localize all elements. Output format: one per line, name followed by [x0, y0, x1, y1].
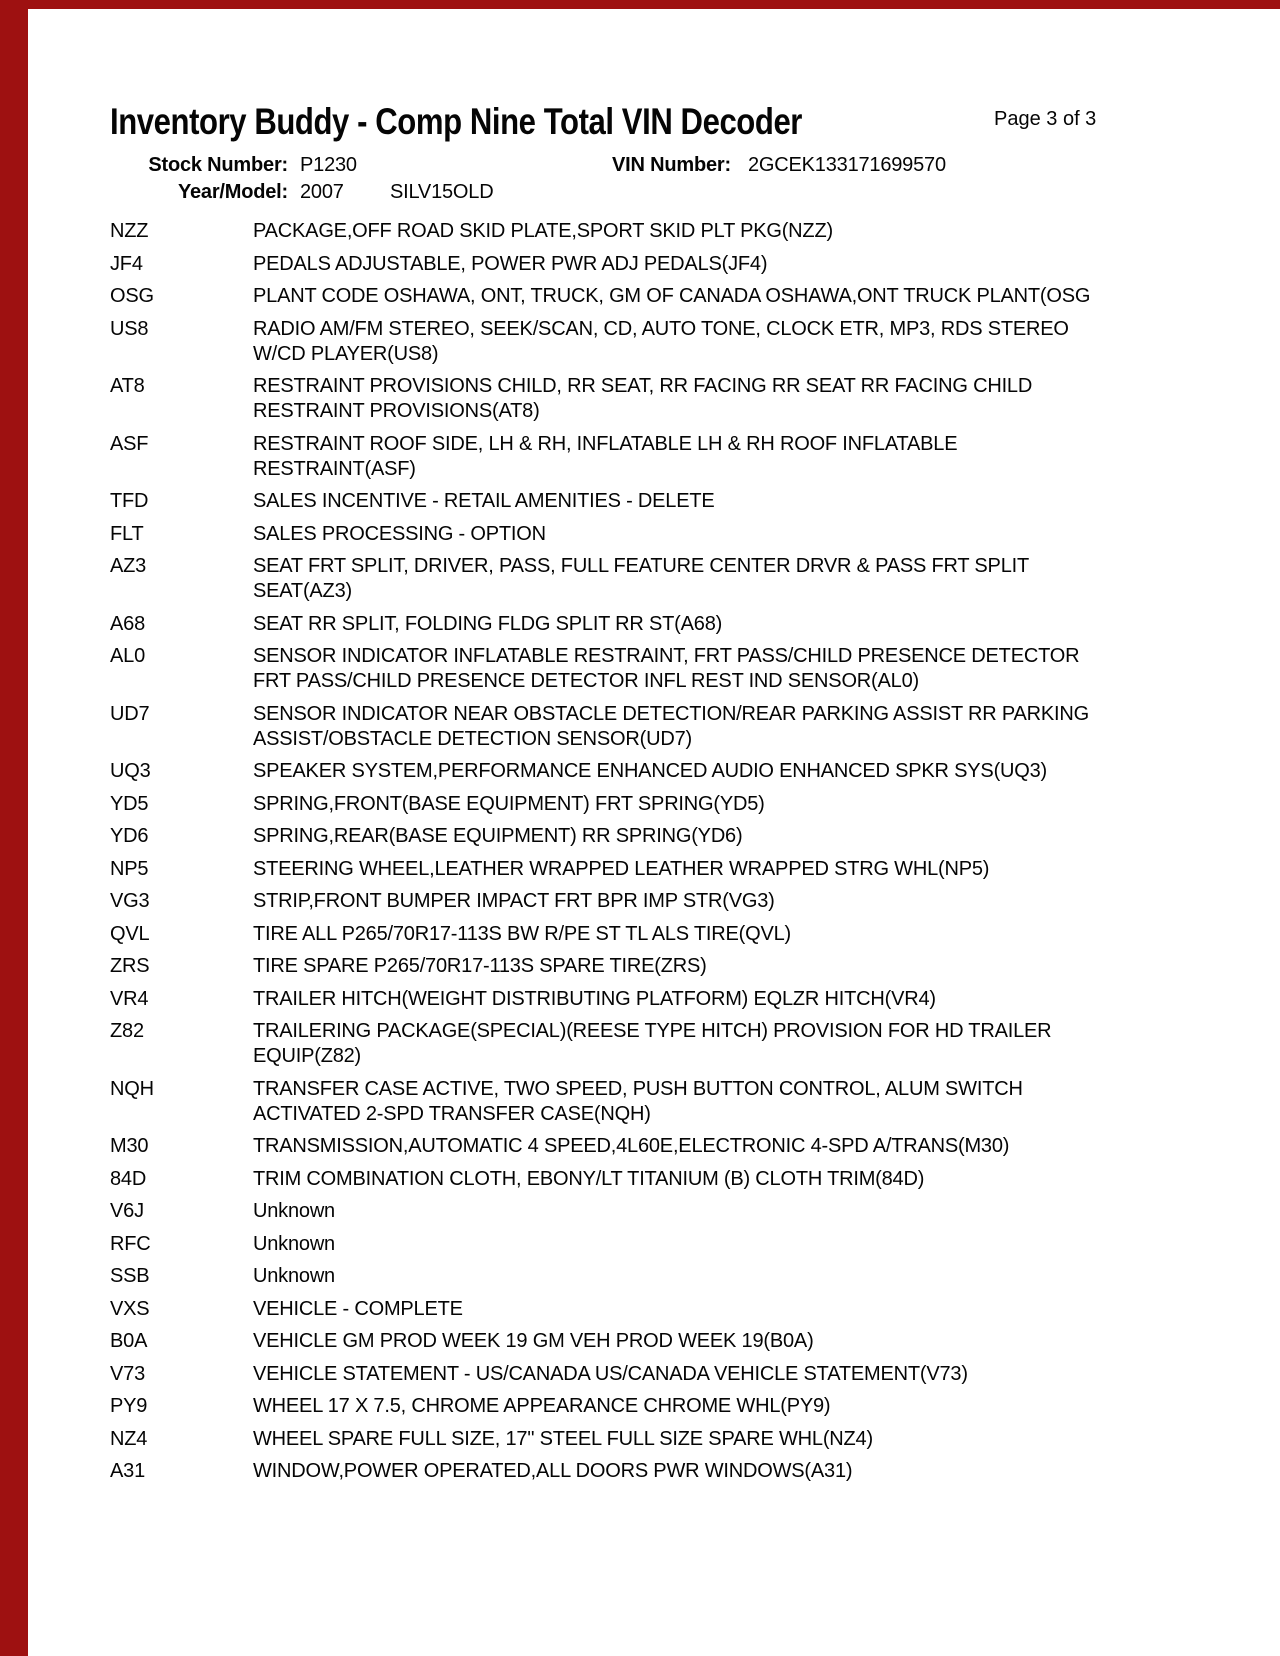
option-description-line: STRIP,FRONT BUMPER IMPACT FRT BPR IMP STR(VG3) — [253, 890, 775, 912]
option-code: Z82 — [110, 1020, 144, 1042]
option-description — [253, 702, 1198, 752]
option-description-line: SALES INCENTIVE - RETAIL AMENITIES - DELETE — [253, 490, 715, 512]
option-row — [0, 987, 1280, 1012]
option-description-line: TRIM COMBINATION CLOTH, EBONY/LT TITANIUM (B) CLOTH TRIM(84D) — [253, 1167, 925, 1190]
option-description-line: SEAT(AZ3) — [253, 580, 352, 602]
option-description-line: SALES PROCESSING - OPTION — [253, 522, 546, 545]
option-description-line: FRT PASS/CHILD PRESENCE DETECTOR INFL REST IND SENSOR(AL0) — [253, 670, 919, 692]
option-code: ASF — [110, 432, 149, 455]
option-code: NP5 — [110, 857, 149, 880]
option-row — [0, 1297, 1280, 1322]
option-description-line: TRAILER HITCH(WEIGHT DISTRIBUTING PLATFORM) EQLZR HITCH(VR4) — [253, 987, 936, 1010]
option-description — [253, 522, 1198, 547]
option-description-line: RESTRAINT PROVISIONS(AT8) — [253, 400, 540, 422]
option-description — [253, 374, 1198, 424]
option-description — [253, 1019, 1198, 1069]
stock-number-label: Stock Number: — [148, 154, 288, 176]
option-row — [0, 554, 1280, 604]
option-description — [253, 317, 1198, 367]
option-code: YD5 — [110, 792, 149, 815]
option-row — [0, 644, 1280, 694]
option-description-line: Unknown — [253, 1265, 335, 1287]
option-description-line: SEAT RR SPLIT, FOLDING FLDG SPLIT RR ST(A68) — [253, 612, 723, 635]
option-description-line: PEDALS ADJUSTABLE, POWER PWR ADJ PEDALS(JF4) — [253, 252, 768, 275]
option-row — [0, 1019, 1280, 1069]
option-code: RFC — [110, 1232, 151, 1255]
option-description-line: PACKAGE,OFF ROAD SKID PLATE,SPORT SKID PLT PKG(NZZ) — [253, 220, 833, 242]
option-code: JF4 — [110, 252, 143, 275]
option-description — [253, 792, 1198, 817]
year-model-label: Year/Model: — [177, 181, 288, 203]
option-description — [253, 1329, 1198, 1354]
option-code: NZZ — [110, 220, 149, 242]
option-description — [253, 644, 1198, 694]
option-row — [0, 1077, 1280, 1127]
option-description-line: RESTRAINT PROVISIONS CHILD, RR SEAT, RR FACING RR SEAT RR FACING CHILD — [253, 375, 1033, 397]
option-row — [0, 954, 1280, 979]
option-code: AZ3 — [110, 555, 147, 577]
option-code: 84D — [110, 1167, 147, 1190]
option-code: NQH — [110, 1077, 154, 1100]
option-description-line: SENSOR INDICATOR NEAR OBSTACLE DETECTION/REAR PARKING ASSIST RR PARKING — [253, 702, 1089, 725]
option-row — [0, 252, 1280, 277]
option-code: M30 — [110, 1135, 149, 1157]
option-row — [0, 432, 1280, 482]
option-code: US8 — [110, 317, 149, 340]
option-row — [0, 612, 1280, 637]
option-description — [253, 612, 1198, 637]
option-description-line: ASSIST/OBSTACLE DETECTION SENSOR(UD7) — [253, 727, 692, 750]
option-code: UD7 — [110, 702, 150, 725]
option-description-line: WINDOW,POWER OPERATED,ALL DOORS PWR WINDOWS(A31) — [253, 1460, 853, 1482]
option-description — [253, 922, 1198, 947]
option-description — [253, 824, 1198, 849]
options-list — [0, 219, 1280, 1492]
option-description-line: SPEAKER SYSTEM,PERFORMANCE ENHANCED AUDIO ENHANCED SPKR SYS(UQ3) — [253, 760, 1048, 782]
option-description — [253, 889, 1198, 914]
option-row — [0, 889, 1280, 914]
option-description-line: TIRE SPARE P265/70R17-113S SPARE TIRE(ZRS) — [253, 955, 707, 977]
option-description — [253, 219, 1198, 244]
option-row — [0, 1459, 1280, 1484]
option-description-line: WHEEL 17 X 7.5, CHROME APPEARANCE CHROME WHL(PY9) — [253, 1395, 831, 1417]
option-description — [253, 252, 1198, 277]
option-description — [253, 857, 1198, 882]
option-description-line: W/CD PLAYER(US8) — [253, 342, 439, 365]
option-description — [253, 1167, 1198, 1192]
option-code: VG3 — [110, 890, 150, 912]
vin-number-value: 2GCEK133171699570 — [748, 154, 946, 176]
option-row — [0, 1232, 1280, 1257]
option-code: A31 — [110, 1460, 145, 1482]
option-description — [253, 1077, 1198, 1127]
year-value: 2007 — [300, 181, 344, 203]
option-code: PY9 — [110, 1395, 148, 1417]
option-description-line: RESTRAINT ROOF SIDE, LH & RH, INFLATABLE LH & RH ROOF INFLATABLE — [253, 432, 958, 455]
option-row — [0, 489, 1280, 514]
option-description-line: PLANT CODE OSHAWA, ONT, TRUCK, GM OF CANADA OSHAWA,ONT TRUCK PLANT(OSG — [253, 285, 1091, 307]
option-code: A68 — [110, 612, 145, 635]
option-description-line: VEHICLE - COMPLETE — [253, 1297, 463, 1320]
option-description-line: SPRING,FRONT(BASE EQUIPMENT) FRT SPRING(YD5) — [253, 792, 765, 815]
option-row — [0, 1167, 1280, 1192]
option-description-line: VEHICLE STATEMENT - US/CANADA US/CANADA VEHICLE STATEMENT(V73) — [253, 1362, 968, 1385]
option-description-line: TRANSFER CASE ACTIVE, TWO SPEED, PUSH BUTTON CONTROL, ALUM SWITCH — [253, 1077, 1023, 1100]
option-code: NZ4 — [110, 1427, 148, 1450]
page-title: Inventory Buddy - Comp Nine Total VIN Decoder — [110, 101, 802, 142]
option-row — [0, 1264, 1280, 1289]
option-description-line: SPRING,REAR(BASE EQUIPMENT) RR SPRING(YD6) — [253, 825, 743, 847]
option-code: B0A — [110, 1330, 148, 1352]
option-row — [0, 219, 1280, 244]
option-description-line: Unknown — [253, 1200, 335, 1222]
option-description — [253, 432, 1198, 482]
option-row — [0, 824, 1280, 849]
option-row — [0, 1199, 1280, 1224]
option-description-line: TRANSMISSION,AUTOMATIC 4 SPEED,4L60E,ELECTRONIC 4-SPD A/TRANS(M30) — [253, 1135, 1010, 1157]
option-description — [253, 1394, 1198, 1419]
option-row — [0, 792, 1280, 817]
option-description — [253, 489, 1198, 514]
option-description — [253, 1427, 1198, 1452]
option-description-line: WHEEL SPARE FULL SIZE, 17" STEEL FULL SIZE SPARE WHL(NZ4) — [253, 1427, 873, 1450]
option-description-line: SENSOR INDICATOR INFLATABLE RESTRAINT, FRT PASS/CHILD PRESENCE DETECTOR — [253, 645, 1080, 667]
page-number-indicator: Page 3 of 3 — [994, 108, 1097, 130]
option-description-line: ACTIVATED 2-SPD TRANSFER CASE(NQH) — [253, 1102, 651, 1125]
option-description-line: STEERING WHEEL,LEATHER WRAPPED LEATHER WRAPPED STRG WHL(NP5) — [253, 857, 990, 880]
option-description-line: RESTRAINT(ASF) — [253, 457, 416, 480]
option-code: FLT — [110, 522, 144, 545]
option-code: VXS — [110, 1297, 150, 1320]
option-row — [0, 1362, 1280, 1387]
top-edge-bar — [0, 0, 1280, 9]
option-description-line: TIRE ALL P265/70R17-113S BW R/PE ST TL ALS TIRE(QVL) — [253, 922, 791, 945]
option-code: V6J — [110, 1200, 144, 1222]
model-value: SILV15OLD — [390, 181, 494, 203]
option-code: ZRS — [110, 955, 150, 977]
option-description — [253, 1297, 1198, 1322]
option-code: QVL — [110, 922, 150, 945]
option-code: YD6 — [110, 825, 149, 847]
option-description — [253, 1362, 1198, 1387]
option-description — [253, 1199, 1198, 1224]
option-description — [253, 987, 1198, 1012]
option-description — [253, 759, 1198, 784]
option-row — [0, 284, 1280, 309]
option-code: VR4 — [110, 987, 149, 1010]
option-description — [253, 954, 1198, 979]
option-description-line: SEAT FRT SPLIT, DRIVER, PASS, FULL FEATURE CENTER DRVR & PASS FRT SPLIT — [253, 555, 1029, 577]
option-row — [0, 374, 1280, 424]
stock-number-value: P1230 — [300, 154, 357, 176]
option-row — [0, 857, 1280, 882]
option-row — [0, 1134, 1280, 1159]
option-code: TFD — [110, 490, 149, 512]
option-code: OSG — [110, 285, 154, 307]
option-row — [0, 1394, 1280, 1419]
option-description-line: VEHICLE GM PROD WEEK 19 GM VEH PROD WEEK 19(B0A) — [253, 1330, 814, 1352]
option-code: V73 — [110, 1362, 145, 1385]
option-code: AL0 — [110, 645, 145, 667]
option-description — [253, 1264, 1198, 1289]
option-description-line: RADIO AM/FM STEREO, SEEK/SCAN, CD, AUTO TONE, CLOCK ETR, MP3, RDS STEREO — [253, 317, 1069, 340]
option-description — [253, 1134, 1198, 1159]
option-description-line: EQUIP(Z82) — [253, 1045, 362, 1067]
option-row — [0, 702, 1280, 752]
option-description-line: Unknown — [253, 1232, 335, 1255]
option-code: AT8 — [110, 375, 145, 397]
option-description — [253, 284, 1198, 309]
option-description — [253, 1459, 1198, 1484]
option-code: SSB — [110, 1265, 150, 1287]
option-description — [253, 1232, 1198, 1257]
option-row — [0, 317, 1280, 367]
vin-number-label: VIN Number: — [612, 154, 731, 176]
option-row — [0, 522, 1280, 547]
option-description-line: TRAILERING PACKAGE(SPECIAL)(REESE TYPE HITCH) PROVISION FOR HD TRAILER — [253, 1020, 1052, 1042]
option-row — [0, 922, 1280, 947]
option-description — [253, 554, 1198, 604]
option-row — [0, 1329, 1280, 1354]
option-code: UQ3 — [110, 760, 151, 782]
option-row — [0, 1427, 1280, 1452]
option-row — [0, 759, 1280, 784]
